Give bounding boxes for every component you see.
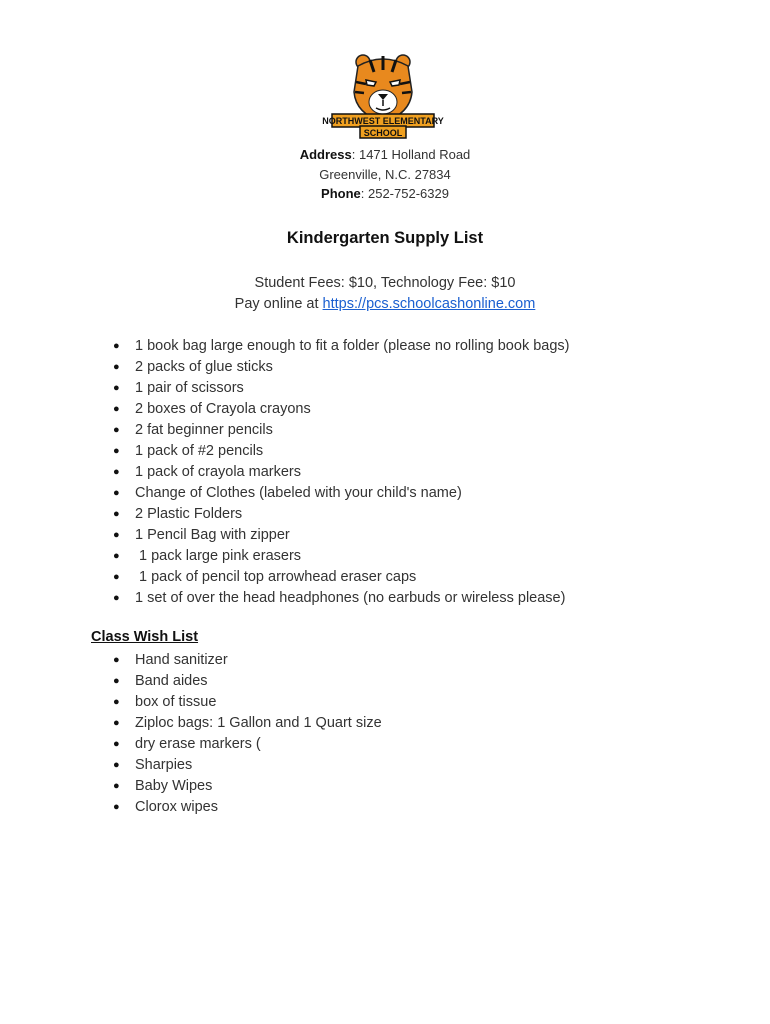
list-item-text: 1 pack of pencil top arrowhead eraser caps: [135, 569, 417, 585]
address-line: [0, 145, 770, 165]
bullet-icon: ●: [113, 717, 120, 729]
bullet-icon: ●: [113, 550, 120, 562]
phone-label: Phone: [321, 186, 361, 201]
list-item-text: Change of Clothes (labeled with your child's name): [135, 485, 462, 501]
list-item: [113, 671, 382, 692]
list-item-text: 2 packs of glue sticks: [135, 359, 273, 375]
list-item: [113, 776, 382, 797]
bullet-icon: ●: [113, 571, 120, 583]
list-item-text: 1 pack of crayola markers: [135, 464, 302, 480]
bullet-icon: ●: [113, 487, 120, 499]
bullet-icon: ●: [113, 675, 120, 687]
bullet-icon: ●: [113, 529, 120, 541]
list-item-text: 1 pair of scissors: [135, 380, 244, 396]
school-contact: [0, 145, 770, 204]
bullet-icon: ●: [113, 445, 120, 457]
list-item: [113, 462, 570, 483]
bullet-icon: ●: [113, 738, 120, 750]
address-label: Address: [299, 147, 352, 162]
tiger-mascot-icon: [322, 52, 444, 140]
bullet-icon: ●: [113, 592, 120, 604]
list-item-text: 1 pack large pink erasers: [135, 548, 302, 564]
school-logo: [322, 52, 444, 140]
page-title: Kindergarten Supply List: [286, 229, 484, 247]
list-item-text: Baby Wipes: [135, 778, 213, 794]
list-item-text: Ziploc bags: 1 Gallon and 1 Quart size: [135, 715, 382, 731]
list-item: [113, 525, 570, 546]
list-item: [113, 378, 570, 399]
list-item: [113, 692, 382, 713]
bullet-icon: ●: [113, 508, 120, 520]
address-value: : 1471 Holland Road: [351, 147, 471, 162]
phone-line: [0, 184, 770, 204]
supply-list: [113, 336, 570, 609]
list-item: [113, 713, 382, 734]
logo-text-line1: NORTHWEST ELEMENTARY: [322, 116, 444, 126]
list-item: [113, 357, 570, 378]
list-item-text: Clorox wipes: [135, 799, 218, 815]
city-line: Greenville, N.C. 27834: [319, 166, 451, 182]
list-item-text: 2 Plastic Folders: [135, 506, 243, 522]
list-item-text: box of tissue: [135, 694, 217, 710]
fees-block: [0, 273, 770, 315]
list-item: [113, 504, 570, 525]
fees-line: Student Fees: $10, Technology Fee: $10: [254, 275, 516, 291]
logo-text-line2: SCHOOL: [363, 128, 403, 138]
pay-online-line: [0, 294, 770, 315]
pay-prefix: Pay online at: [234, 296, 323, 312]
list-item-text: 2 boxes of Crayola crayons: [135, 401, 311, 417]
list-item-text: 2 fat beginner pencils: [135, 422, 273, 438]
bullet-icon: ●: [113, 696, 120, 708]
list-item-text: 1 pack of #2 pencils: [135, 443, 264, 459]
list-item: [113, 567, 570, 588]
list-item: [113, 336, 570, 357]
list-item: [113, 797, 382, 818]
list-item-text: Band aides: [135, 673, 208, 689]
list-item-text: dry erase markers (: [135, 736, 261, 752]
bullet-icon: ●: [113, 466, 120, 478]
list-item: [113, 420, 570, 441]
list-item-text: Sharpies: [135, 757, 193, 773]
bullet-icon: ●: [113, 424, 120, 436]
bullet-icon: ●: [113, 654, 120, 666]
payment-link[interactable]: https://pcs.schoolcashonline.com: [322, 296, 536, 312]
bullet-icon: ●: [113, 780, 120, 792]
list-item: [113, 588, 570, 609]
list-item: [113, 483, 570, 504]
list-item: [113, 734, 382, 755]
wish-list: [113, 650, 382, 818]
bullet-icon: ●: [113, 340, 120, 352]
bullet-icon: ●: [113, 403, 120, 415]
list-item-text: 1 book bag large enough to fit a folder (please no rolling book bags): [135, 338, 570, 354]
bullet-icon: ●: [113, 801, 120, 813]
list-item: [113, 441, 570, 462]
list-item: [113, 546, 570, 567]
phone-value: : 252-752-6329: [360, 186, 449, 201]
list-item-text: Hand sanitizer: [135, 652, 228, 668]
bullet-icon: ●: [113, 382, 120, 394]
bullet-icon: ●: [113, 759, 120, 771]
list-item: [113, 650, 382, 671]
list-item-text: 1 Pencil Bag with zipper: [135, 527, 290, 543]
bullet-icon: ●: [113, 361, 120, 373]
wish-list-heading: Class Wish List: [91, 629, 199, 645]
list-item: [113, 399, 570, 420]
list-item: [113, 755, 382, 776]
list-item-text: 1 set of over the head headphones (no earbuds or wireless please): [135, 590, 566, 606]
